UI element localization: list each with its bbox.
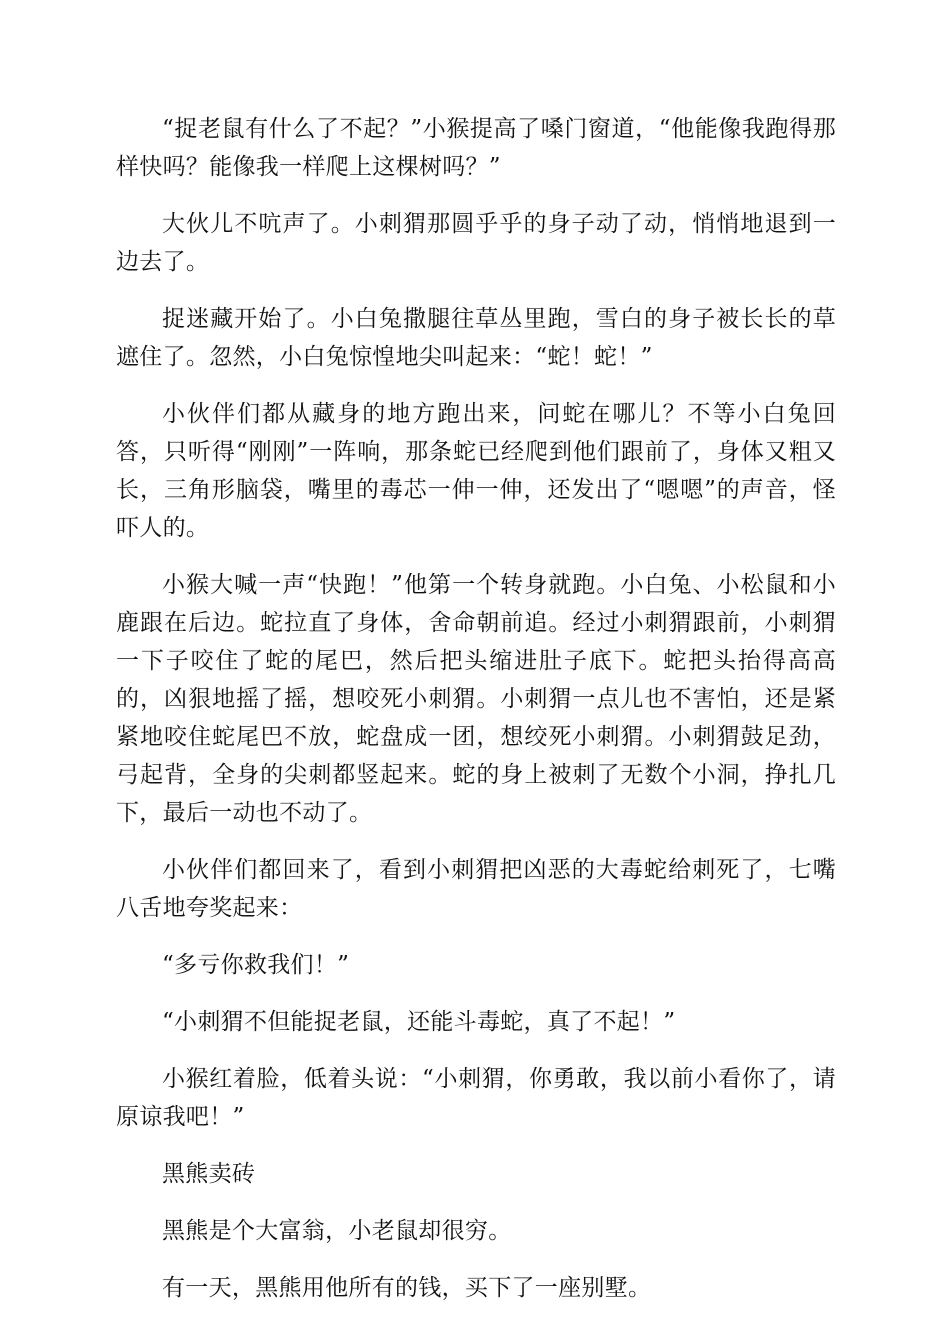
document-page	[116, 110, 836, 1326]
paragraph-7: “多亏你救我们！”	[162, 952, 350, 978]
paragraph-8: “小刺猬不但能捉老鼠，还能斗毒蛇，真了不起！”	[162, 1009, 676, 1035]
paragraph-4: 小伙伴们都从藏身的地方跑出来，问蛇在哪儿？不等小白兔回答，只听得“刚刚”一阵响，那条蛇已经爬到他们跟前了，身体又粗又长，三角形脑袋，嘴里的毒芯一伸一伸，还发出了“嗯嗯”的声音，怪吓人的。	[116, 401, 836, 541]
paragraph-10: 黑熊是个大富翁，小老鼠却很穷。	[162, 1218, 512, 1244]
paragraph-3: 捉迷藏开始了。小白兔撒腿往草丛里跑，雪白的身子被长长的草遮住了。忽然，小白兔惊惶地尖叫起来：“蛇！蛇！”	[116, 306, 836, 370]
paragraph-1: “捉老鼠有什么了不起？”小猴提高了嗓门窗道，“他能像我跑得那样快吗？能像我一样爬上这棵树吗？”	[116, 116, 836, 180]
paragraph-9: 小猴红着脸，低着头说：“小刺猬，你勇敢，我以前小看你了，请原谅我吧！”	[116, 1066, 836, 1130]
paragraph-5: 小猴大喊一声“快跑！”他第一个转身就跑。小白兔、小松鼠和小鹿跟在后边。蛇拉直了身体，舍命朝前追。经过小刺猬跟前，小刺猬一下子咬住了蛇的尾巴，然后把头缩进肚子底下。蛇把头抬得高高的，凶狠地摇了摇，想咬死小刺猬。小刺猬一点儿也不害怕，还是紧紧地咬住蛇尾巴不放，蛇盘成一团，想绞死小刺猬。小刺猬鼓足劲，弓起背，全身的尖刺都竖起来。蛇的身上被刺了无数个小洞，挣扎几下，最后一动也不动了。	[116, 572, 836, 826]
story-title: 黑熊卖砖	[162, 1161, 256, 1187]
paragraph-6: 小伙伴们都回来了，看到小刺猬把凶恶的大毒蛇给刺死了，七嘴八舌地夸奖起来：	[116, 857, 836, 921]
paragraph-2: 大伙儿不吭声了。小刺猬那圆乎乎的身子动了动，悄悄地退到一边去了。	[116, 211, 836, 275]
paragraph-11: 有一天，黑熊用他所有的钱，买下了一座别墅。	[162, 1275, 652, 1301]
